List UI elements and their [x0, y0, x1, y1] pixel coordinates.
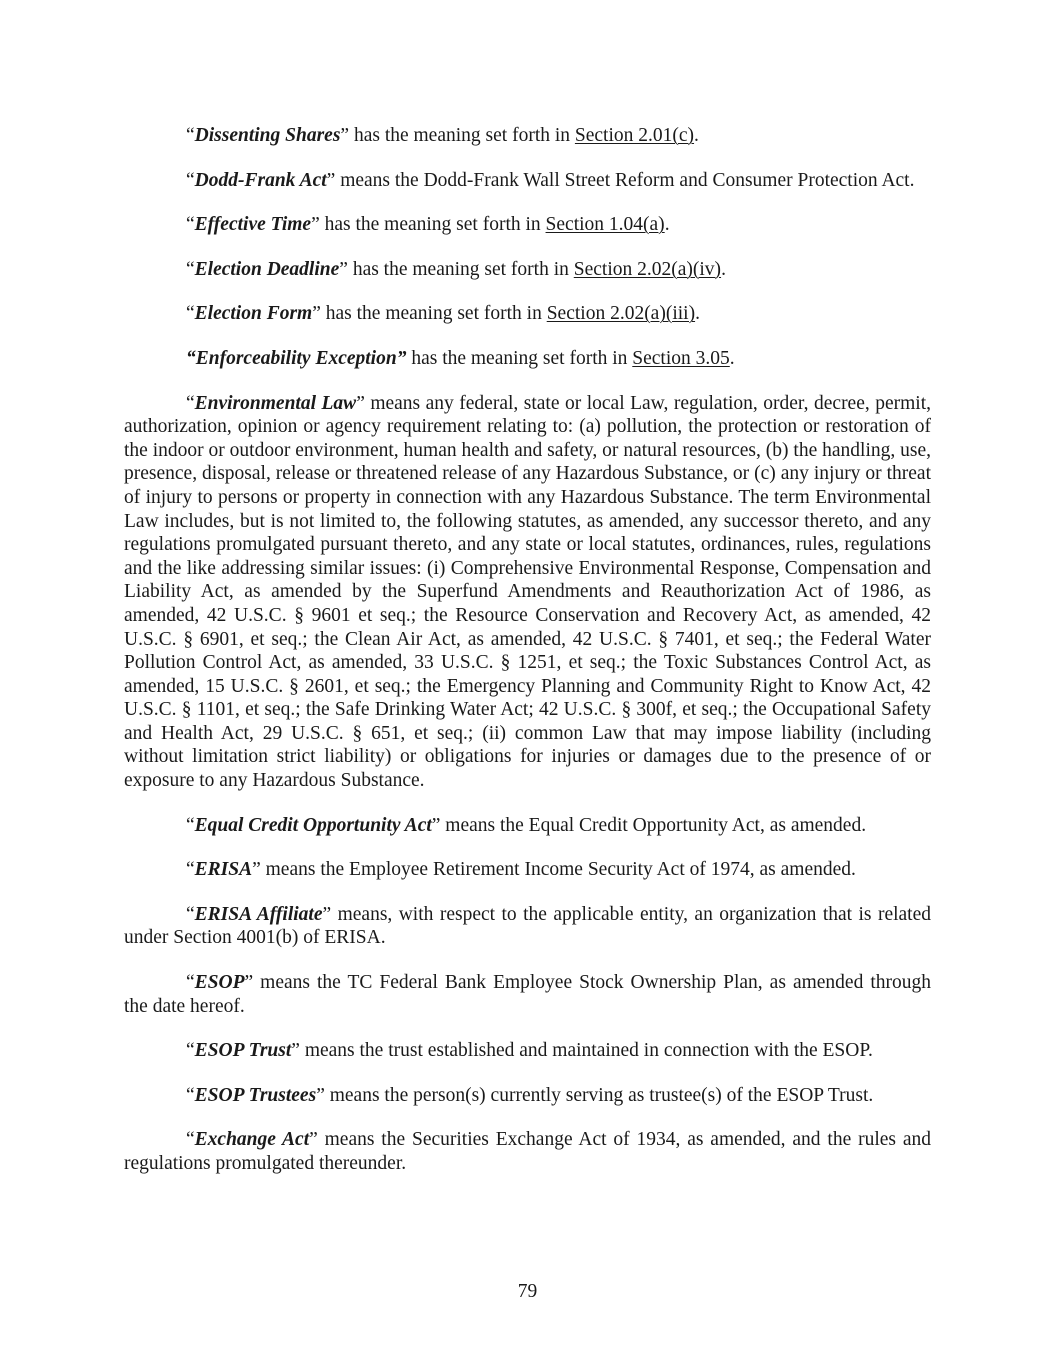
definition-text: means the TC Federal Bank Employee Stock Ownership Plan, as amended through the date hereof.: [124, 972, 931, 1017]
definition-text: has the meaning set forth in: [406, 347, 633, 369]
definition-election-form: “Election Form” has the meaning set forth in Section 2.02(a)(iii).: [186, 303, 700, 325]
definition-text: has the meaning set forth in: [319, 214, 546, 236]
definition-erisa-affiliate: “ERISA Affiliate” means, with respect to the applicable entity, an organization that is related under Section 4001(b) of ERISA.: [124, 903, 932, 949]
defined-term: Exchange Act: [194, 1129, 310, 1151]
definition-exchange-act: “Exchange Act” means the Securities Exchange Act of 1934, as amended, and the rules and regulations promulgated thereunder.: [124, 1129, 931, 1174]
definition-text: means the Equal Credit Opportunity Act, as amended.: [440, 814, 867, 836]
definition-election-deadline: “Election Deadline” has the meaning set forth in Section 2.02(a)(iv).: [186, 258, 726, 280]
defined-term: Environmental Law: [194, 392, 357, 414]
definition-text: means the Dodd-Frank Wall Street Reform and Consumer Protection Act.: [335, 169, 915, 191]
definition-environmental-law: “Environmental Law” means any federal, state or local Law, regulation, order, decree, permit, authorization, opinion or agency requirement relating to: (a) pollution, the protection or restoration of the indoor or outdoor environment, human health and safety, or natural resources, (b) the handling, use, presence, disposal, release or threatened release of any Hazardous Substance, or (c) any injury or threat of injury to persons or property in connection with any Hazardous Substance. The term Environmental Law includes, but is not limited to, the following statutes, as amended, any successor thereto, and any regulations promulgated pursuant thereto, and any state or local statutes, ordinances, rules, regulations and the like addressing similar issues: (i) Comprehensive Environmental Response, Compensation and Liability Act, as amended by the Superfund Amendments and Reauthorization Act of 1986, as amended, 42 U.S.C. § 9601 et seq.; the Resource Conservation and Recovery Act, as amended, 42 U.S.C. § 6901, et seq.; the Clean Air Act, as amended, 42 U.S.C. § 7401, et seq.; the Federal Water Pollution Control Act, as amended, 33 U.S.C. § 1251, et seq.; the Toxic Substances Control Act, as amended, 15 U.S.C. § 2601, et seq.; the Emergency Planning and Community Right to Know Act, 42 U.S.C. § 1101, et seq.; the Safe Drinking Water Act; 42 U.S.C. § 300f, et seq.; the Occupational Safety and Health Act, 29 U.S.C. § 651, et seq.; (ii) common Law that may impose liability (including without limitation strict liability) or obligations for injuries or damages due to the presence of or exposure to any Hazardous Substance.: [124, 392, 932, 792]
definition-esop-trust: “ESOP Trust” means the trust established and maintained in connection with the ESOP.: [186, 1040, 873, 1062]
defined-term: Election Form: [194, 303, 313, 325]
definition-text: means the Securities Exchange Act of 1934, as amended, and the rules and regulations promulgated thereunder.: [124, 1129, 931, 1174]
definition-text: means any federal, state or local Law, regulation, order, decree, permit, authorization, opinion or agency requirement relating to: (a) pollution, the protection or restoration of the indoor or outdoor environment, human health and safety, or natural resources, (b) the handling, use, presence, disposal, release or threatened release of any Hazardous Substance, or (c) any injury or threat of injury to persons or property in connection with any Hazardous Substance. The term Environmental Law includes, but is not limited to, the following statutes, as amended, any successor thereto, and any regulations promulgated pursuant thereto, and any state or local statutes, ordinances, rules, regulations and the like addressing similar issues: (i) Comprehensive Environmental Response, Compensation and Liability Act, as amended by the Superfund Amendments and Reauthorization Act of 1986, as amended, 42 U.S.C. § 9601 et seq.; the Resource Conservation and Recovery Act, as amended, 42 U.S.C. § 6901, et seq.; the Clean Air Act, as amended, 42 U.S.C. § 7401, et seq.; the Federal Water Pollution Control Act, as amended, 33 U.S.C. § 1251, et seq.; the Toxic Substances Control Act, as amended, 15 U.S.C. § 2601, et seq.; the Emergency Planning and Community Right to Know Act, 42 U.S.C. § 1101, et seq.; the Safe Drinking Water Act; 42 U.S.C. § 300f, et seq.; the Occupational Safety and Health Act, 29 U.S.C. § 651, et seq.; (ii) common Law that may impose liability (including without limitation strict liability) or obligations for injuries or damages due to the presence of or exposure to any Hazardous Substance.: [124, 392, 932, 792]
definition-dissenting-shares: “Dissenting Shares” has the meaning set forth in Section 2.01(c).: [186, 125, 699, 146]
section-reference: Section 2.01(c): [574, 125, 695, 146]
definition-enforceability-exception: “Enforceability Exception” has the meaning set forth in Section 3.05.: [186, 347, 735, 369]
defined-term: ESOP Trustees: [194, 1084, 317, 1106]
defined-term: Election Deadline: [194, 258, 340, 280]
definition-text: has the meaning set forth in: [349, 125, 575, 146]
definition-text: means the Employee Retirement Income Security Act of 1974, as amended.: [260, 859, 856, 881]
definition-esop-trustees: “ESOP Trustees” means the person(s) currently serving as trustee(s) of the ESOP Trust.: [186, 1084, 874, 1106]
definition-text: means the trust established and maintained in connection with the ESOP.: [299, 1040, 873, 1062]
definition-text: has the meaning set forth in: [347, 258, 574, 280]
section-reference: Section 3.05: [632, 347, 730, 369]
definitions-section: [124, 124, 931, 1176]
defined-term: ERISA Affiliate: [194, 903, 323, 925]
defined-term: Equal Credit Opportunity Act: [194, 814, 432, 836]
section-reference: Section 1.04(a): [545, 214, 665, 236]
defined-term: ESOP Trust: [194, 1040, 292, 1062]
defined-term: ESOP: [194, 972, 245, 994]
definition-equal-credit-opportunity-act: “Equal Credit Opportunity Act” means the Equal Credit Opportunity Act, as amended.: [186, 814, 867, 836]
defined-term: “Enforceability Exception”: [186, 347, 407, 369]
definition-erisa: “ERISA” means the Employee Retirement Income Security Act of 1974, as amended.: [186, 859, 856, 881]
definition-dodd-frank-act: “Dodd-Frank Act” means the Dodd-Frank Wall Street Reform and Consumer Protection Act.: [186, 169, 915, 191]
definition-text: means the person(s) currently serving as trustee(s) of the ESOP Trust.: [324, 1084, 874, 1106]
defined-term: ERISA: [194, 859, 253, 881]
definition-text: has the meaning set forth in: [320, 303, 547, 325]
defined-term: Dissenting Shares: [194, 125, 341, 146]
section-reference: Section 2.02(a)(iii): [546, 303, 696, 325]
defined-term: Dodd-Frank Act: [194, 169, 327, 191]
section-reference: Section 2.02(a)(iv): [573, 258, 722, 280]
definition-text: means, with respect to the applicable entity, an organization that is related under Section 4001(b) of ERISA.: [124, 903, 932, 949]
defined-term: Effective Time: [194, 214, 312, 236]
definition-esop: “ESOP” means the TC Federal Bank Employee Stock Ownership Plan, as amended through the date hereof.: [124, 972, 931, 1017]
page-number: 79: [517, 1281, 538, 1302]
definition-effective-time: “Effective Time” has the meaning set forth in Section 1.04(a).: [186, 214, 670, 236]
